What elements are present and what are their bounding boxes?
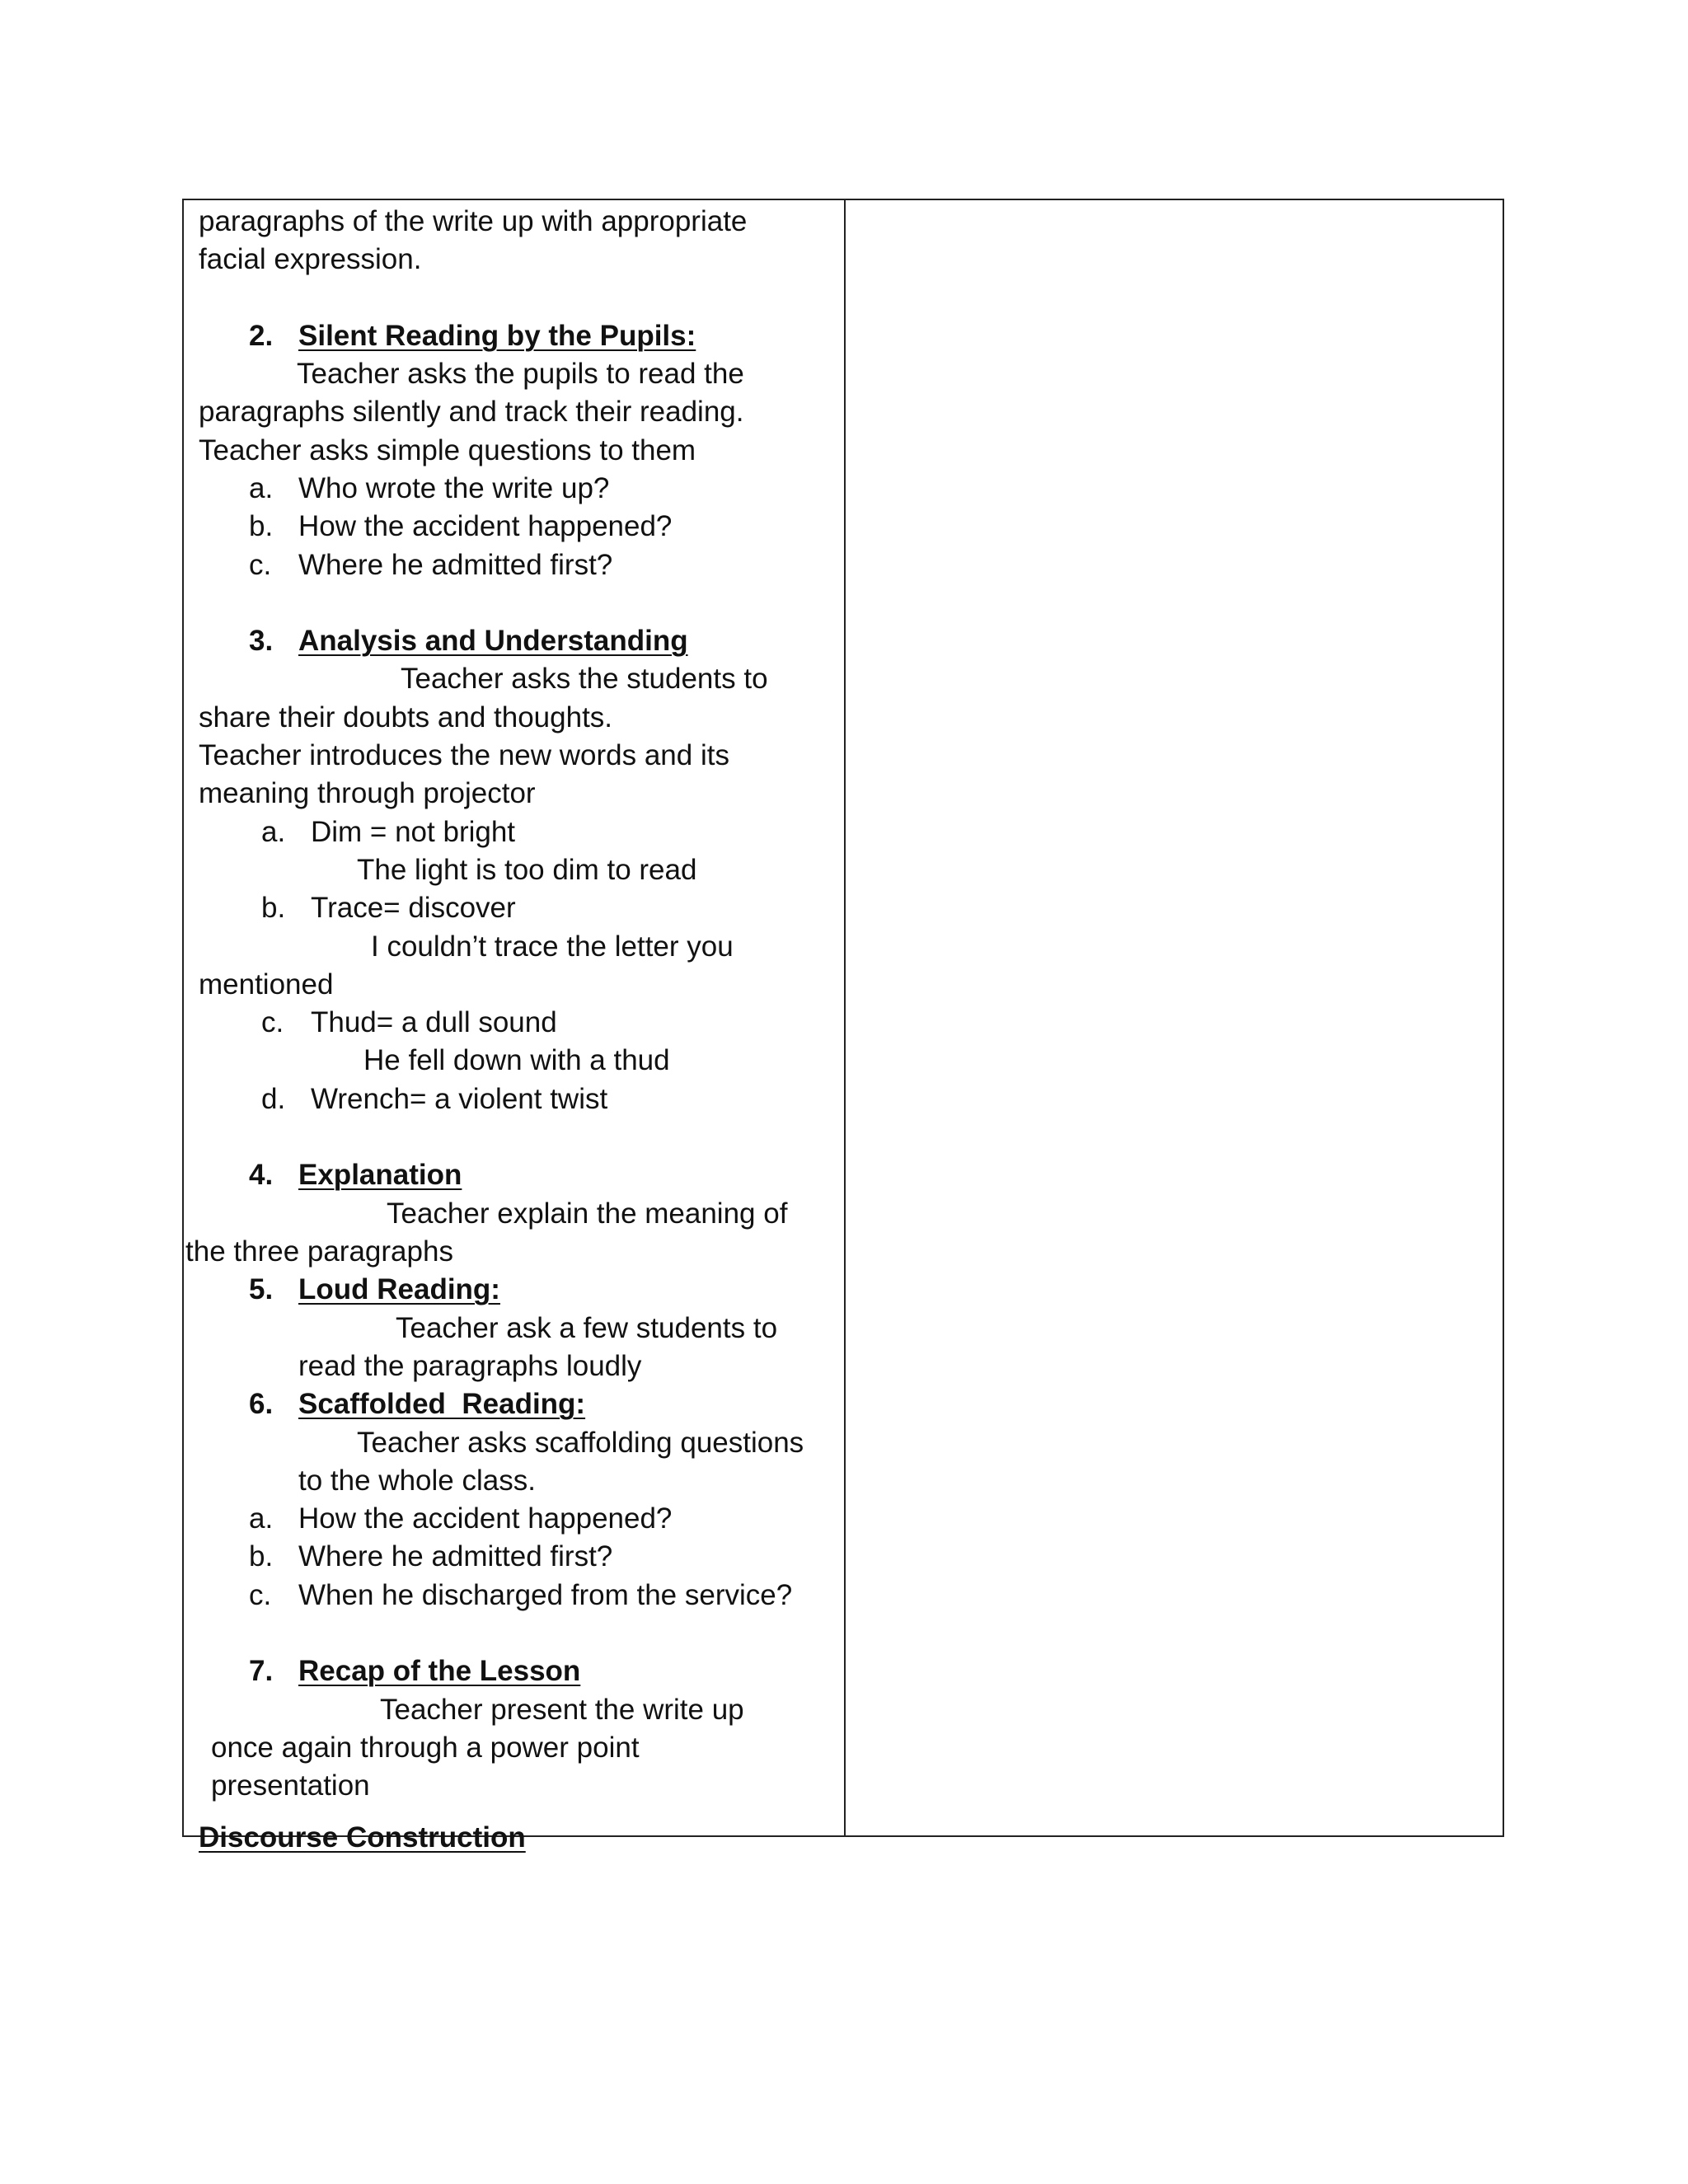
body-line: to the whole class. bbox=[298, 1465, 536, 1497]
body-line: meaning through projector bbox=[199, 777, 536, 809]
item-marker: c. bbox=[249, 1579, 272, 1611]
item-text: Where he admitted first? bbox=[298, 1540, 613, 1572]
section-number: 4. bbox=[249, 1159, 274, 1191]
section-number: 3. bbox=[249, 625, 274, 657]
section-number: 6. bbox=[249, 1388, 274, 1420]
body-line: the three paragraphs bbox=[185, 1235, 453, 1268]
vocab-term: Thud= a dull sound bbox=[311, 1006, 557, 1038]
vocab-marker: c. bbox=[261, 1006, 284, 1038]
intro-line: paragraphs of the write up with appropriate bbox=[199, 205, 748, 237]
body-line: paragraphs silently and track their reading. bbox=[199, 396, 744, 428]
vocab-term: Wrench= a violent twist bbox=[311, 1083, 608, 1115]
section-heading: Recap of the Lesson bbox=[298, 1655, 581, 1687]
body-line: share their doubts and thoughts. bbox=[199, 701, 613, 733]
vocab-example: mentioned bbox=[199, 968, 334, 1001]
vocab-example: The light is too dim to read bbox=[357, 854, 697, 886]
item-text: Where he admitted first? bbox=[298, 549, 613, 581]
body-line: Teacher present the write up bbox=[380, 1694, 744, 1726]
vocab-term: Trace= discover bbox=[311, 892, 516, 924]
item-marker: a. bbox=[249, 1502, 274, 1535]
section-number: 2. bbox=[249, 320, 274, 352]
body-line: Teacher explain the meaning of bbox=[387, 1197, 788, 1230]
vocab-term: Dim = not bright bbox=[311, 816, 516, 848]
lesson-plan-table bbox=[182, 199, 1504, 1854]
vocab-marker: d. bbox=[261, 1083, 286, 1115]
item-text: How the accident happened? bbox=[298, 1502, 673, 1535]
item-text: How the accident happened? bbox=[298, 510, 673, 542]
body-line: Teacher asks simple questions to them bbox=[199, 434, 696, 466]
item-text: Who wrote the write up? bbox=[298, 472, 610, 504]
body-line: Teacher introduces the new words and its bbox=[199, 739, 729, 771]
vocab-example: He fell down with a thud bbox=[363, 1044, 670, 1076]
body-line: Teacher asks scaffolding questions bbox=[357, 1427, 804, 1459]
body-line: once again through a power point bbox=[211, 1732, 640, 1764]
item-marker: b. bbox=[249, 510, 274, 542]
section-heading: Explanation bbox=[298, 1159, 462, 1191]
section-heading: Analysis and Understanding bbox=[298, 625, 688, 657]
item-text: When he discharged from the service? bbox=[298, 1579, 793, 1611]
section-heading: Loud Reading: bbox=[298, 1273, 500, 1305]
section-heading: Silent Reading by the Pupils: bbox=[298, 320, 696, 352]
body-line: Teacher asks the pupils to read the bbox=[297, 358, 744, 390]
vocab-marker: a. bbox=[261, 816, 286, 848]
section-number: 5. bbox=[249, 1273, 274, 1305]
discourse-construction-heading: Discourse Construction bbox=[199, 1821, 526, 1854]
body-line: Teacher ask a few students to bbox=[396, 1312, 778, 1344]
item-marker: a. bbox=[249, 472, 274, 504]
item-marker: b. bbox=[249, 1540, 274, 1572]
body-line: Teacher asks the students to bbox=[401, 663, 768, 695]
vocab-example: I couldn’t trace the letter you bbox=[371, 930, 734, 963]
item-marker: c. bbox=[249, 549, 272, 581]
column-divider bbox=[844, 200, 846, 1835]
intro-line: facial expression. bbox=[199, 243, 422, 275]
body-line: read the paragraphs loudly bbox=[298, 1350, 642, 1382]
body-line: presentation bbox=[211, 1769, 370, 1802]
vocab-marker: b. bbox=[261, 892, 286, 924]
section-number: 7. bbox=[249, 1655, 274, 1687]
section-heading: Scaffolded Reading: bbox=[298, 1388, 586, 1420]
